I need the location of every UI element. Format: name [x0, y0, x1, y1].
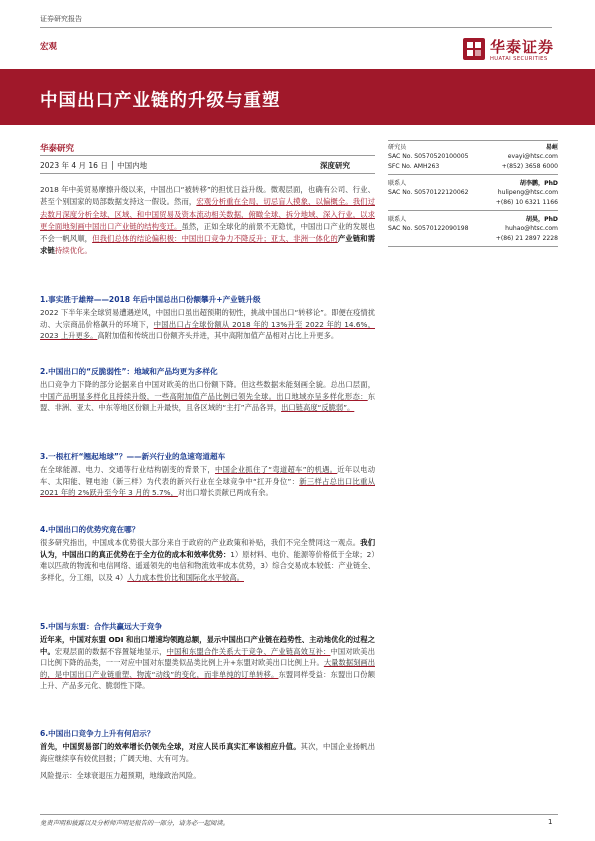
- analyst-email[interactable]: hulipeng@htsc.com: [497, 189, 558, 197]
- section-4-body: [40, 537, 375, 583]
- analyst-name: 易峘: [545, 144, 558, 151]
- section-1: [40, 294, 375, 342]
- section-1-title: 1.事实胜于雄辩——2018 年后中国总出口份额攀升+产业链升级: [40, 295, 261, 304]
- report-region: 中国内地: [117, 161, 148, 170]
- footer-divider: [40, 814, 558, 815]
- summary-highlight-2: 但我们总体的结论偏积极：: [92, 234, 182, 244]
- analyst-sac: SAC No. S0570520100005: [388, 153, 469, 161]
- date-separator: │: [110, 161, 118, 170]
- section-6-bold: 首先，中国贸易部门的效率增长仍领先全球，对应人民币真实汇率该相应升值。: [40, 742, 301, 751]
- section-1-text: 2022 下半年来全球贸易遭遇逆风，中国出口虽出超预期的韧性，挑战中国出口“转移论”。即便在疫情扰动、大宗商品价格飙升的环境下，: [40, 308, 375, 329]
- date-region-line: [40, 160, 147, 171]
- analyst-sac: SAC No. S0570122120062: [388, 189, 469, 197]
- section-2-body: [40, 379, 375, 414]
- section-3-highlight: 中国企业抓住了“弯道超车”的机遇。: [214, 465, 338, 474]
- page-number: 1: [548, 818, 553, 826]
- section-3: [40, 451, 375, 499]
- section-5-text: 宏观层面的数据不容置疑地显示，: [54, 646, 167, 656]
- firm-name: 华泰研究: [40, 144, 75, 154]
- section-2-highlight: 中国产品明显多样化且持续升级，一些高附加值产品比例已领先全球。出口地域亦呈多样化形态：: [40, 391, 368, 401]
- analyst-name: 胡李鹏，PhD: [519, 180, 558, 187]
- section-4-text-2: 1）原材料、电价、能源等价格低于全球；2）难以匹敌的物流和电信网络、遥遥领先的电信和物流效率成本优势，3）综合交易成本较低：产业链全、多样化，分工细，以及 4）: [40, 549, 375, 582]
- logo-text-cn: 华泰证券: [490, 38, 555, 56]
- section-6-text: 其次，中国企业扬帆出海应继续享有较优回报；广阔天地、大有可为。: [40, 742, 375, 763]
- summary-text-1: 2018 年中美贸易摩擦升级以来，中国出口“被转移”的担忧日益升级。微观层面，也确有公司、行业、甚至个别国家的局部数据支持这一假设。然而，: [40, 185, 375, 207]
- analyst-sfc: SFC No. AMH263: [388, 162, 440, 170]
- report-date: 2023 年 4 月 16 日: [40, 161, 108, 170]
- summary-highlight-3: 中国出口竞争力不降反升；亚太、非洲一体化的: [181, 234, 338, 244]
- analyst-role: 联系人: [388, 180, 407, 187]
- analyst-phone: +(86) 21 2897 2228: [495, 234, 558, 242]
- section-6-title: 6.中国出口竞争力上升有何启示？: [40, 729, 155, 738]
- analyst-card-2: [388, 179, 558, 207]
- section-4-title: 4.中国出口的优势究竟在哪？: [40, 525, 140, 534]
- meta-divider-top: [40, 155, 375, 156]
- summary-text-end: 持续优化。: [54, 246, 92, 256]
- analyst-card-1: [388, 143, 558, 171]
- section-1-text-2: 高附加值和传统出口份额齐头并进，其中高附加值产品相对占比上升更多。: [97, 331, 339, 340]
- analyst-card-3: [388, 215, 558, 243]
- analyst-role: 联系人: [388, 216, 407, 223]
- section-1-body: [40, 307, 375, 342]
- footer-disclaimer: 免责声明和披露以及分析师声明是报告的一部分，请务必一起阅读。: [40, 820, 229, 827]
- section-4-text: 很多研究指出，中国成本优势很大部分来自于政府的产业政策和补贴，我们不完全赞同这一观点。: [40, 538, 361, 547]
- section-4-highlight: 人力成本性价比和国际化水平较高。: [127, 572, 244, 582]
- section-5-highlight: 中国和东盟合作关系大于竞争、产业链高效互补：: [166, 646, 331, 656]
- report-title: 中国出口产业链的升级与重塑: [40, 91, 281, 111]
- huatai-logo-icon: [462, 37, 486, 61]
- section-tag: 宏观: [40, 42, 58, 52]
- risk-warning: 风险提示：全球衰退压力超预期，地缘政治风险。: [40, 771, 201, 780]
- section-6-body: [40, 741, 375, 764]
- section-3-text: 在全球能源、电力、交通等行业结构剧变的背景下，: [40, 465, 215, 474]
- section-5: [40, 621, 375, 692]
- analyst-divider-2: [388, 210, 558, 211]
- section-3-text-3: 对出口增长贡献已两成有余。: [177, 488, 273, 497]
- section-6: [40, 728, 375, 764]
- section-5-text-3: 东盟同样受益：东盟出口份额上升、产品多元化、脆弱性下降。: [40, 669, 375, 690]
- section-5-highlight-2: 大量数据刻画出的，是中国出口产业链重塑、物流“动线”的变化，而非单纯的订单转移。: [40, 658, 375, 679]
- section-2-text: 出口竞争力下降的部分论据来自中国对欧美的出口份额下降。但这些数据未能刻画全貌。总出口层面，: [40, 380, 375, 389]
- header-divider: [40, 27, 552, 28]
- summary-highlight-1: 宏观分析重在全局，切忌盲人摸象、以偏概全。我们过去数月深度分析全球、区域、和中国贸易及资本流动相关数据，俯瞰全球、拆分地域、深入行业，以求更全面地刻画中国出口产业链的结构变迁。: [40, 197, 375, 231]
- section-3-text-2: 近年以电动车、太阳能、锂电池（新三样）为代表的新兴行业在全球竞争中“扛开身位”：: [40, 465, 376, 486]
- section-2: [40, 366, 375, 414]
- analyst-role: 研究员: [388, 144, 407, 151]
- report-type: 深度研究: [320, 161, 350, 170]
- analyst-divider-3: [388, 246, 558, 247]
- summary-paragraph: [40, 184, 375, 258]
- report-label: 证券研究报告: [40, 15, 82, 23]
- analyst-phone: +(852) 3658 6000: [501, 162, 558, 170]
- section-2-title: 2.中国出口的“反脆弱性”：地域和产品均更为多样化: [40, 367, 218, 376]
- section-1-highlight: 中国出口占全球份额从 2018 年的 13%升至 2022 年的 14.6%，2023 上升更多。: [40, 319, 375, 340]
- analyst-divider-top: [388, 140, 558, 141]
- analyst-phone: +(86) 10 6321 1166: [495, 198, 558, 206]
- title-banner: [0, 69, 595, 125]
- section-5-bold: 近年来，中国对东盟 ODI 和出口增速均领跑总额，显示中国出口产业链在趋势性、主动地优化的过程之中。: [40, 635, 375, 656]
- section-5-title: 5.中国与东盟：合作共赢远大于竞争: [40, 622, 163, 631]
- section-3-highlight-2: 新三样占总出口比重从 2021 年的 2%跃升至今年 3 月的 5.7%，: [40, 476, 375, 497]
- logo-text-en: HUATAI SECURITIES: [490, 56, 548, 62]
- brand-logo: [462, 35, 572, 65]
- analyst-sac: SAC No. S0570122090198: [388, 225, 469, 233]
- section-5-text-2: 中国对欧美出口比例下降的品类，一一对应中国对东盟类似品类比例上升+东盟对欧美出口比例上升。: [40, 646, 376, 667]
- analyst-name: 胡昊，PhD: [525, 216, 558, 223]
- summary-text-2: 虽然，正如全球化的前景不无隐忧，中国出口产业的发展也不会一帆风顺，: [40, 221, 375, 244]
- section-5-body: [40, 634, 375, 692]
- section-3-title: 3.一根杠杆“翘起地球”？——新兴行业的急速弯道超车: [40, 452, 226, 461]
- meta-divider-bottom: [40, 173, 375, 174]
- section-4-bold: 我们认为，中国出口的真正优势在于全方位的成本和效率优势：: [40, 538, 376, 559]
- section-3-body: [40, 464, 375, 499]
- summary-bold: 产业链和需求链: [40, 234, 375, 256]
- section-2-highlight-2: 出口链高度“反脆弱”。: [281, 403, 355, 412]
- section-2-text-2: 东盟、非洲、亚太、中东等地区份额上升最快，且各区域的“主打”产品各异，: [40, 391, 375, 412]
- analyst-email[interactable]: evayi@htsc.com: [507, 153, 558, 161]
- analyst-email[interactable]: huhao@htsc.com: [505, 225, 558, 233]
- section-4: [40, 524, 375, 583]
- analyst-divider-1: [388, 174, 558, 175]
